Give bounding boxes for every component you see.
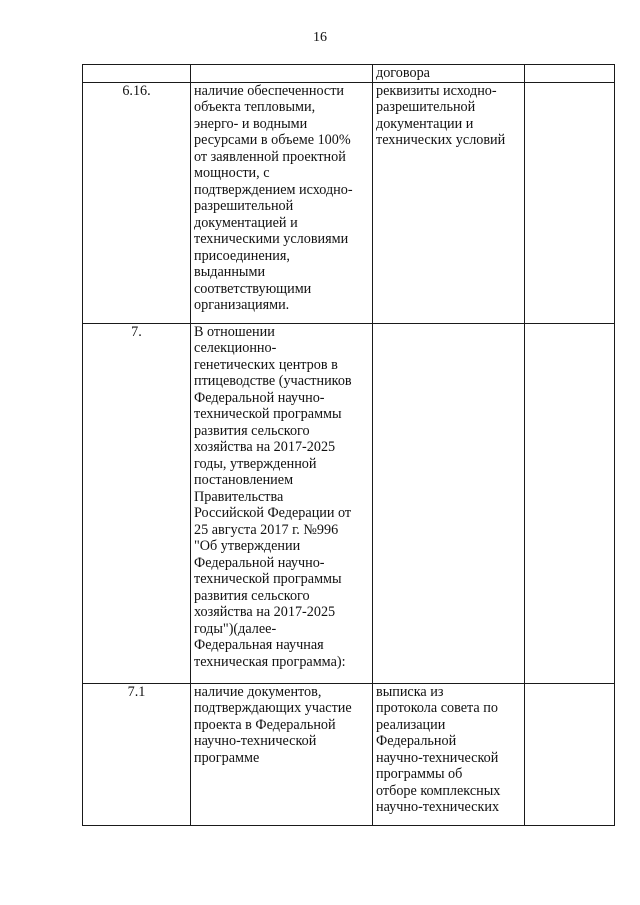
row-number-cell: 7.1 xyxy=(83,683,191,825)
requirement-cell xyxy=(191,65,373,83)
table-row xyxy=(83,82,615,323)
table-row xyxy=(83,65,615,83)
table-row xyxy=(83,683,615,825)
empty-cell xyxy=(525,82,615,323)
document-table xyxy=(82,64,615,826)
document-cell: договора xyxy=(373,65,525,83)
requirement-cell: наличие документов, подтверждающих участие проекта в Федеральной научно-технической программе xyxy=(191,683,373,825)
row-number-cell xyxy=(83,65,191,83)
page-number: 16 xyxy=(313,30,327,45)
requirement-cell: В отношении селекционно- генетических центров в птицеводстве (участников Федеральной научно- технической программы развития сельского хозяйства на 2017-2025 годы, утвержденной постановлением Правительства Российской Федерации от 25 августа 2017 г. №996 "Об утверждении Федеральной научно- технической программы развития сельского хозяйства на 2017-2025 годы")(далее- Федеральная научная техническая программа): xyxy=(191,323,373,683)
document-cell xyxy=(373,323,525,683)
document-cell: реквизиты исходно- разрешительной документации и технических условий xyxy=(373,82,525,323)
requirement-cell: наличие обеспеченности объекта тепловыми, энерго- и водными ресурсами в объеме 100% от заявленной проектной мощности, с подтверждением исходно- разрешительной документацией и техническими условиями присоединения, выданными соответствующими организациями. xyxy=(191,82,373,323)
row-number-cell: 6.16. xyxy=(83,82,191,323)
empty-cell xyxy=(525,323,615,683)
table-row xyxy=(83,323,615,683)
document-cell: выписка из протокола совета по реализации Федеральной научно-технической программы об отборе комплексных научно-технических xyxy=(373,683,525,825)
empty-cell xyxy=(525,65,615,83)
empty-cell xyxy=(525,683,615,825)
row-number-cell: 7. xyxy=(83,323,191,683)
